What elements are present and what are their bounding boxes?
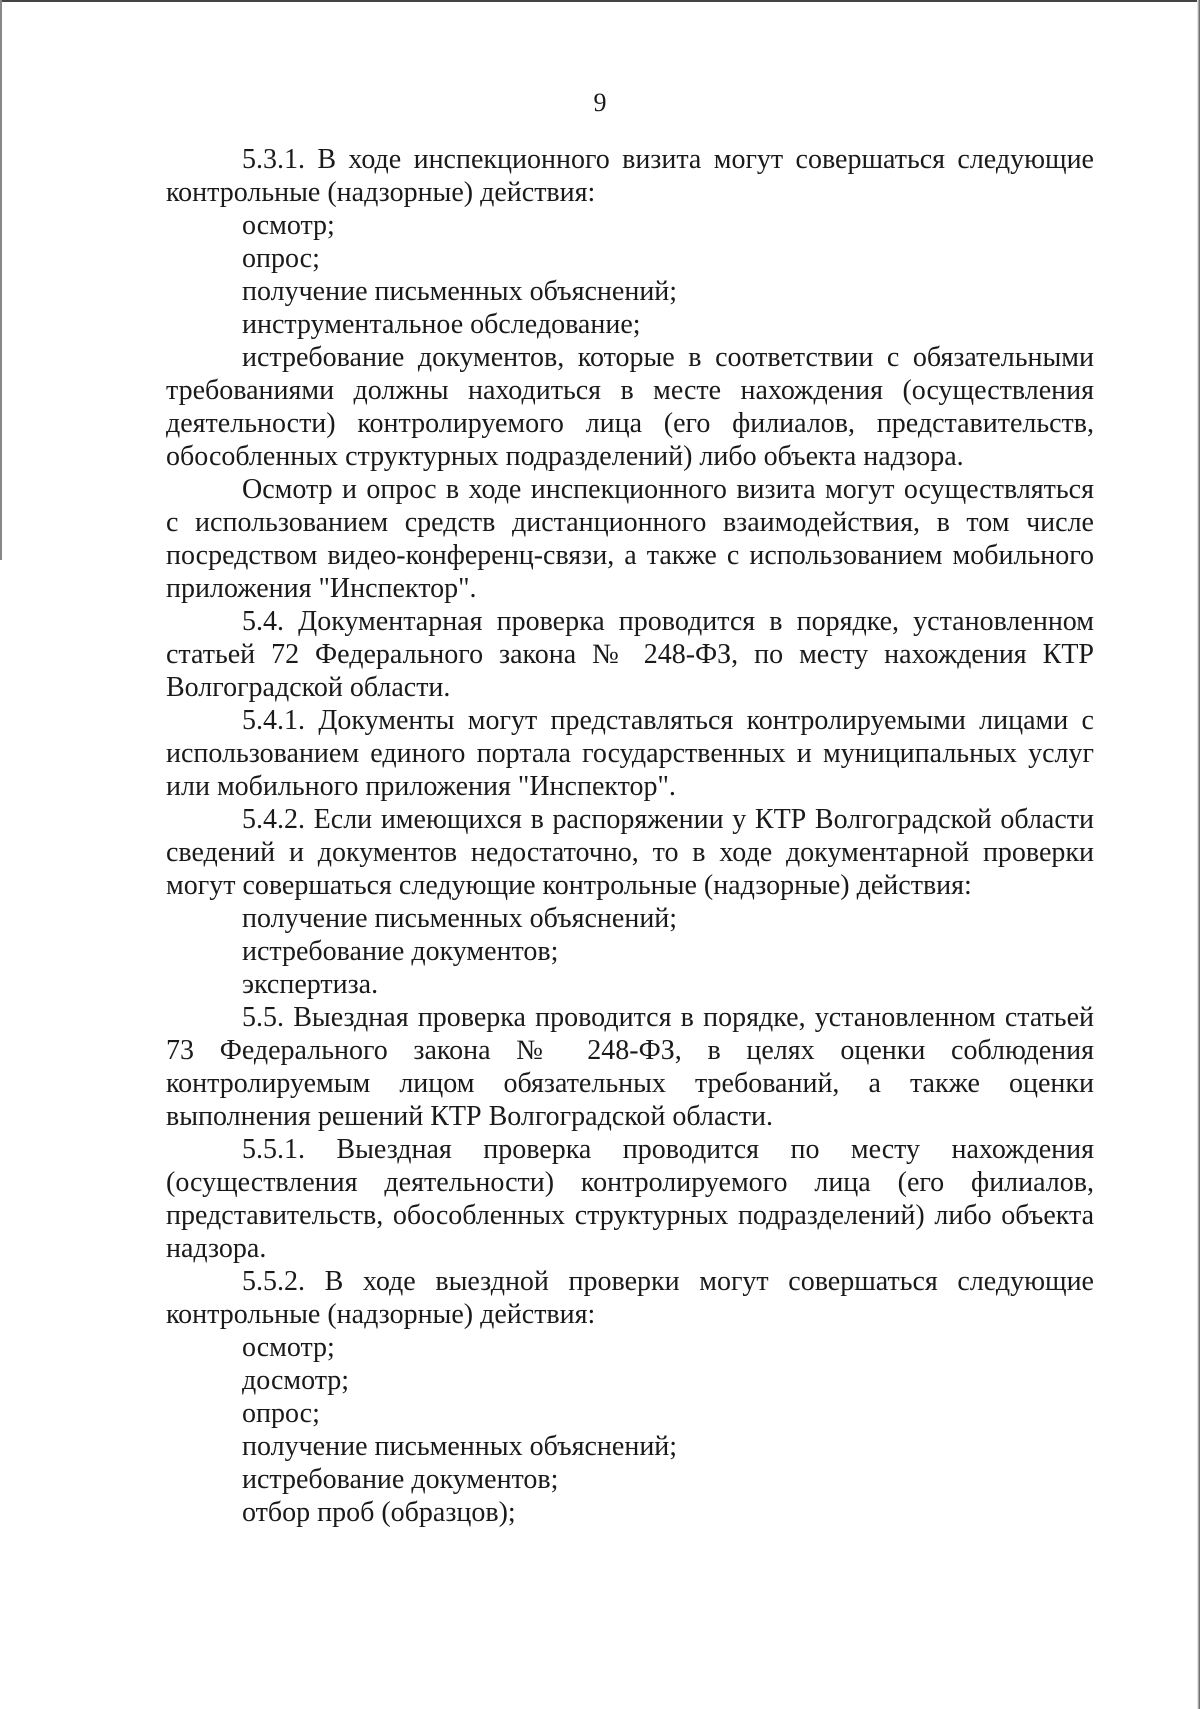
paragraph: 5.4. Документарная проверка проводится в порядке, установленном статьей 72 Федерального закона № 248-ФЗ, по месту нахождения КТР Волгоградской области. [166,606,1094,703]
list-item: истребование документов; [242,1464,559,1495]
scan-edge-top [0,0,1200,2]
paragraph: 5.4.1. Документы могут представляться контролируемыми лицами с использованием единого портала государственных и муниципальных услуг или мобильного приложения "Инспектор". [166,705,1094,802]
list-item: получение письменных объяснений; [242,1431,678,1462]
paragraph: истребование документов, которые в соответствии с обязательными требованиями должны находиться в месте нахождения (осуществления деятельности) контролируемого лица (его филиалов, представительств, обособленных структурных подразделений) либо объекта надзора. [166,342,1094,472]
document-body [166,143,1094,1529]
list-item: опрос; [242,1398,320,1429]
paragraph: 5.5.2. В ходе выездной проверки могут совершаться следующие контрольные (надзорные) действия: [166,1266,1094,1330]
list-item: получение письменных объяснений; [242,276,678,307]
paragraph: 5.5.1. Выездная проверка проводится по месту нахождения (осуществления деятельности) контролируемого лица (его филиалов, представительств, обособленных структурных подразделений) либо объекта надзора. [166,1134,1094,1264]
list-item: получение письменных объяснений; [242,903,678,934]
list-item: отбор проб (образцов); [242,1497,516,1528]
paragraph: 5.4.2. Если имеющихся в распоряжении у КТР Волгоградской области сведений и документов недостаточно, то в ходе документарной проверки могут совершаться следующие контрольные (надзорные) действия: [166,804,1094,901]
list-item: экспертиза. [242,969,379,1000]
paragraph: 5.3.1. В ходе инспекционного визита могут совершаться следующие контрольные (надзорные) действия: [166,144,1094,208]
paragraph: Осмотр и опрос в ходе инспекционного визита могут осуществляться с использованием средств дистанционного взаимодействия, в том числе посредством видео-конференц-связи, а также с использованием мобильного приложения "Инспектор". [166,474,1094,604]
page-number: 9 [593,88,607,117]
scan-edge-left [0,0,2,560]
list-item: истребование документов; [242,936,559,967]
list-item: опрос; [242,243,320,274]
list-item: досмотр; [242,1365,350,1396]
list-item: инструментальное обследование; [242,309,641,340]
list-item: осмотр; [242,1332,335,1363]
paragraph: 5.5. Выездная проверка проводится в порядке, установленном статьей 73 Федерального закона № 248-ФЗ, в целях оценки соблюдения контролируемым лицом обязательных требований, а также оценки выполнения решений КТР Волгоградской области. [166,1002,1094,1132]
list-item: осмотр; [242,210,335,241]
